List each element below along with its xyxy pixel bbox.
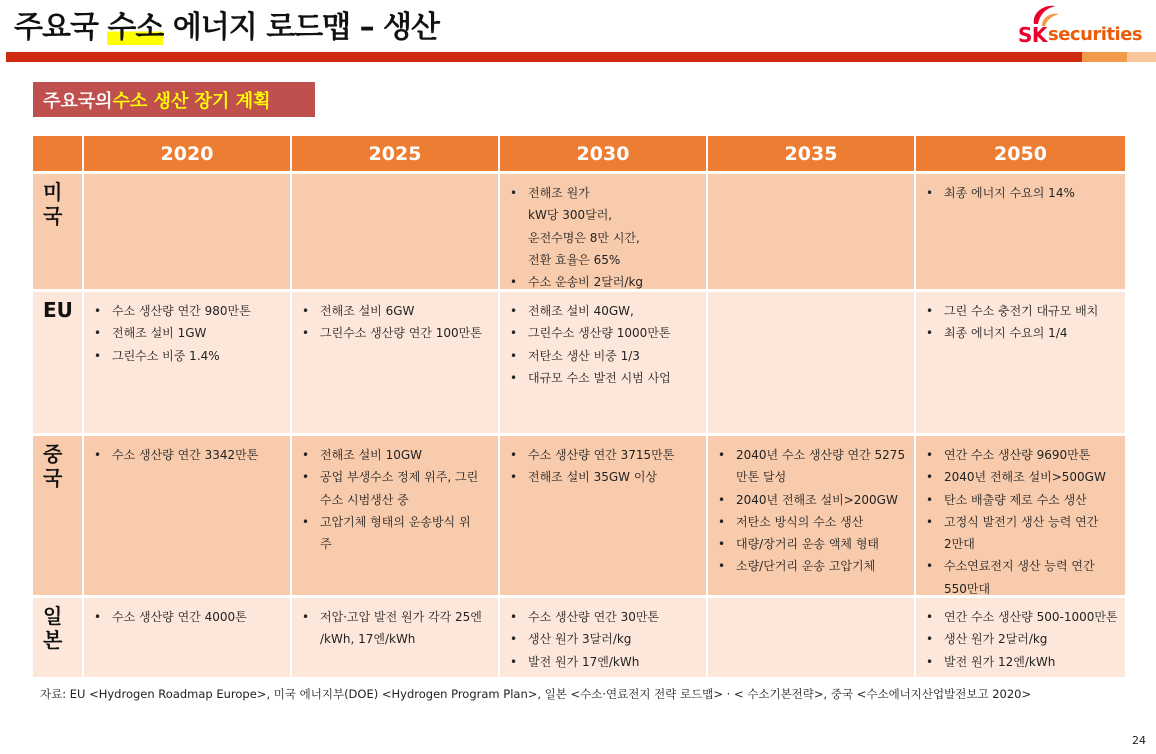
list-item: • 최종 에너지 수요의 1/4: [922, 322, 1119, 344]
list-item: kW당 300달러,: [528, 208, 613, 223]
list-item: 만톤 달성: [736, 470, 787, 485]
bullet-list: [506, 606, 700, 673]
roadmap-table: [33, 136, 1127, 677]
table-cell: [84, 292, 292, 433]
header-year-2020: 2020: [84, 136, 292, 171]
list-item: • 그린수소 생산량 1000만톤: [506, 322, 700, 344]
list-item: • 그린수소 생산량 연간 100만톤: [298, 322, 492, 344]
header-rule-red: [6, 52, 1082, 62]
list-item: 전환 효율은 65%: [528, 252, 621, 267]
list-item: • 대량/장거리 운송 액체 형태: [714, 533, 908, 555]
list-item: • 발전 원가 17엔/kWh: [506, 651, 700, 673]
bullet-list: [298, 300, 492, 345]
table-cell: [84, 436, 292, 595]
page-number: 24: [1132, 734, 1146, 747]
list-item: • 저탄소 생산 비중 1/3: [506, 345, 700, 367]
logo-sk-text: SK: [1018, 23, 1047, 47]
list-item: • 탄소 배출량 제로 수소 생산: [922, 489, 1119, 511]
table-cell: [500, 598, 708, 677]
table-cell: [708, 436, 916, 595]
header-rule-orange: [1082, 52, 1127, 62]
header-year-2025: 2025: [292, 136, 500, 171]
list-item: • 수소 생산량 연간 3715만톤: [506, 444, 700, 466]
table-cell: [708, 292, 916, 433]
bullet-list: [714, 444, 908, 578]
table-cell: [84, 174, 292, 289]
header-year-2050: 2050: [916, 136, 1125, 171]
list-item: • 공업 부생수소 정제 위주, 그린: [298, 466, 492, 488]
country-label: EU: [33, 292, 84, 433]
table-cell: [84, 598, 292, 677]
bullet-list: [922, 444, 1119, 600]
list-item: • 2040년 수소 생산량 연간 5275: [714, 444, 908, 466]
table-cell: [500, 292, 708, 433]
list-item: • 생산 원가 3달러/kg: [506, 628, 700, 650]
bullet-list: [506, 300, 700, 389]
list-item: • 2040년 전해조 설비>500GW: [922, 466, 1119, 488]
title-part2: 에너지 로드맵 – 생산: [163, 10, 439, 45]
list-item: • 연간 수소 생산량 500-1000만톤: [922, 606, 1119, 628]
list-item: • 전해조 설비 10GW: [298, 444, 492, 466]
list-item: • 수소 생산량 연간 30만톤: [506, 606, 700, 628]
list-item: • 수소연료전지 생산 능력 연간: [922, 555, 1119, 577]
table-cell: [292, 598, 500, 677]
list-item: • 연간 수소 생산량 9690만톤: [922, 444, 1119, 466]
table-row: [33, 171, 1127, 289]
list-item: • 수소 운송비 2달러/kg: [506, 271, 700, 293]
table-cell: [500, 174, 708, 289]
list-item: 550만대: [944, 581, 991, 596]
section-title-part1: 주요국의: [43, 90, 113, 112]
bullet-list: [90, 300, 284, 367]
table-row: [33, 289, 1127, 433]
list-item: 수소 시범생산 중: [320, 492, 409, 507]
header-rule-light-orange: [1127, 52, 1156, 62]
title-part1: 주요국: [14, 10, 108, 45]
bullet-list: [922, 182, 1119, 204]
bullet-list: [298, 606, 492, 651]
bullet-list: [922, 606, 1119, 673]
bullet-list: [90, 606, 284, 628]
list-item: • 수소 생산량 연간 980만톤: [90, 300, 284, 322]
header-year-2030: 2030: [500, 136, 708, 171]
page-title-wrap: [14, 2, 439, 46]
table-cell: [500, 436, 708, 595]
bullet-list: [90, 444, 284, 466]
list-item: • 전해조 설비 1GW: [90, 322, 284, 344]
country-label: 중 국: [33, 436, 84, 595]
list-item: • 2040년 전해조 설비>200GW: [714, 489, 908, 511]
table-row: [33, 433, 1127, 595]
list-item: • 고압기체 형태의 운송방식 위: [298, 511, 492, 533]
logo-securities-text: securities: [1048, 24, 1143, 45]
bullet-list: [922, 300, 1119, 345]
list-item: • 발전 원가 12엔/kWh: [922, 651, 1119, 673]
section-title-highlight: 수소 생산 장기 계획: [112, 90, 271, 112]
table-cell: [292, 174, 500, 289]
table-cell: [916, 174, 1125, 289]
list-item: • 수소 생산량 연간 3342만톤: [90, 444, 284, 466]
source-note: 자료: EU <Hydrogen Roadmap Europe>, 미국 에너지부(DOE) <Hydrogen Program Plan>, 일본 <수소·연료전지 전략 로드맵> · < 수소기본전략>, 중국 <수소에너지산업발전보고 2020>: [40, 687, 1032, 701]
table-cell: [916, 292, 1125, 433]
table-row: [33, 595, 1127, 677]
page-title: [14, 2, 439, 46]
table-cell: [916, 598, 1125, 677]
bullet-list: [506, 444, 700, 489]
title-highlight: 수소: [107, 10, 164, 45]
list-item: • 전해조 설비 40GW,: [506, 300, 700, 322]
list-item: • 전해조 설비 35GW 이상: [506, 466, 700, 488]
country-label: 미 국: [33, 174, 84, 289]
header-year-2035: 2035: [708, 136, 916, 171]
bullet-list: [298, 444, 492, 555]
list-item: • 생산 원가 2달러/kg: [922, 628, 1119, 650]
list-item: • 최종 에너지 수요의 14%: [922, 182, 1119, 204]
list-item: 2만대: [944, 537, 975, 552]
list-item: • 전해조 원가: [506, 182, 700, 204]
bullet-list: [506, 182, 700, 293]
list-item: • 전해조 설비 6GW: [298, 300, 492, 322]
table-cell: [708, 598, 916, 677]
table-cell: [292, 436, 500, 595]
list-item: • 소량/단거리 운송 고압기체: [714, 555, 908, 577]
list-item: • 저탄소 방식의 수소 생산: [714, 511, 908, 533]
header-corner-cell: [33, 136, 84, 171]
list-item: • 저압·고압 발전 원가 각각 25엔: [298, 606, 492, 628]
table-cell: [708, 174, 916, 289]
list-item: 운전수명은 8만 시간,: [528, 230, 640, 245]
list-item: • 대규모 수소 발전 시범 사업: [506, 367, 700, 389]
table-body: [33, 171, 1127, 677]
sk-securities-logo: [1002, 0, 1152, 50]
table-cell: [292, 292, 500, 433]
list-item: • 그린 수소 충전기 대규모 배치: [922, 300, 1119, 322]
table-cell: [916, 436, 1125, 595]
list-item: 주: [320, 537, 332, 552]
list-item: /kWh, 17엔/kWh: [320, 632, 416, 647]
list-item: • 수소 생산량 연간 4000톤: [90, 606, 284, 628]
table-header-row: [33, 136, 1127, 171]
list-item: • 그린수소 비중 1.4%: [90, 345, 284, 367]
list-item: • 고정식 발전기 생산 능력 연간: [922, 511, 1119, 533]
section-title: [33, 82, 315, 117]
country-label: 일 본: [33, 598, 84, 677]
